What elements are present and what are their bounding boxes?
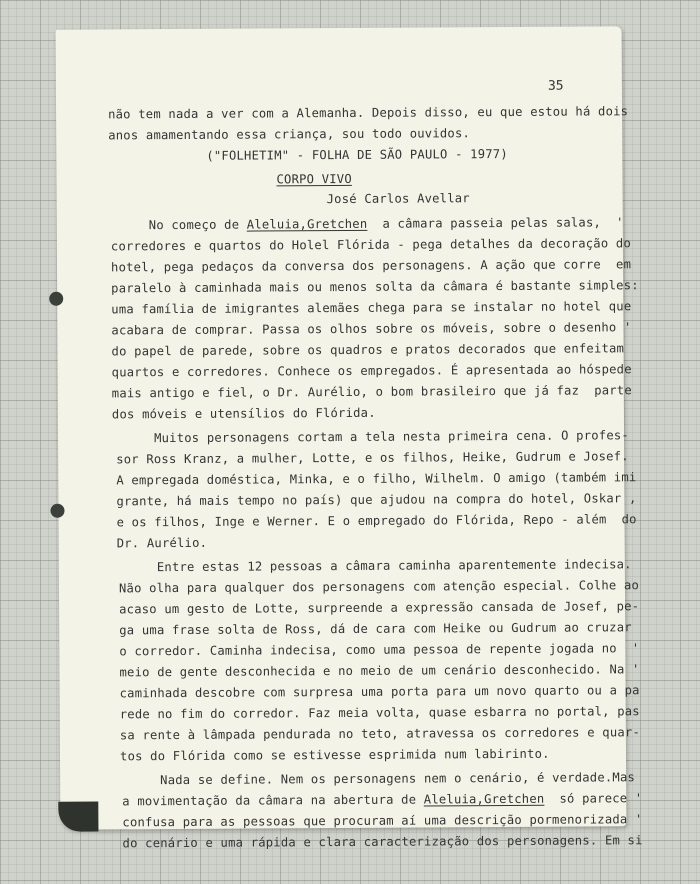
text-line: acabara de comprar. Passa os olhos sobre os móveis, sobre o desenho ' bbox=[111, 320, 632, 338]
text-line: anos amamentando essa criança, sou todo ouvidos. bbox=[108, 126, 471, 143]
text-line: sor Ross Kranz, a mulher, Lotte, e os filhos, Heike, Gudrum e Josef. bbox=[116, 449, 629, 467]
page-number: 35 bbox=[547, 78, 564, 94]
text-line: mais antigo e fiel, o Dr. Aurélio, o bom brasileiro que já faz parte bbox=[111, 383, 632, 401]
text-line: rede no fim do corredor. Faz meia volta, quase esbarra no portal, pas bbox=[119, 704, 640, 722]
text-line: uma família de imigrantes alemães chega para se instalar no hotel que bbox=[111, 299, 632, 317]
text-line: o corredor. Caminha indecisa, como uma pessoa de repente jogada no ' bbox=[119, 641, 640, 659]
text-line: meio de gente desconhecida e no meio de um cenário desconhecido. Na ' bbox=[119, 662, 640, 680]
source-citation: ("FOLHETIM" - FOLHA DE SÃO PAULO - 1977) bbox=[206, 146, 508, 163]
text-line: acaso um gesto de Lotte, surpreende a expressão cansada de Josef, pe- bbox=[119, 599, 640, 617]
text-line: corredores e quartos do Holel Flórida - pega detalhes da decoração do bbox=[110, 236, 632, 254]
author-name: José Carlos Avellar bbox=[326, 191, 470, 207]
punch-hole bbox=[49, 292, 63, 306]
text-line: hotel, pega pedaços da conversa dos personagens. A ação que corre em bbox=[110, 257, 632, 275]
text-line: não tem nada a ver com a Alemanha. Depois disso, eu que estou há dois bbox=[108, 104, 629, 122]
typewritten-page bbox=[56, 26, 643, 851]
text-line: confusa para as pessoas que procuram aí uma descrição pormenorizada ' bbox=[122, 812, 643, 830]
film-title: Aleluia,Gretchen bbox=[423, 791, 545, 807]
text-line: Nada se define. Nem os personagens nem o cenário, é verdade.Mas bbox=[160, 770, 636, 788]
text-line: do papel de parede, sobre os quadros e pratos decorados que enfeitam bbox=[111, 341, 625, 359]
text-line: tos do Flórida como se estivesse esprimida num labirinto. bbox=[119, 746, 550, 764]
text-line: Muitos personagens cortam a tela nesta primeira cena. O profes- bbox=[154, 428, 629, 446]
text-line: dos móveis e utensílios do Flórida. bbox=[111, 405, 376, 422]
text-line: Entre estas 12 pessoas a câmara caminha aparentemente indecisa. bbox=[156, 557, 632, 575]
text-line: a movimentação da câmara na abertura de Aleluia,Gretchen só parece ' bbox=[122, 791, 643, 809]
text-line: paralelo à caminhada mais ou menos solta da câmara é bastante simples: bbox=[111, 278, 639, 296]
text-line: grante, há mais tempo no país) que ajudou na compra do hotel, Oskar , bbox=[116, 491, 637, 509]
text-line: sa rente à lâmpada pendurada no teto, atravessa os corredores e quar- bbox=[119, 725, 641, 743]
text-line: Dr. Aurélio. bbox=[116, 535, 208, 551]
film-title: Aleluia,Gretchen bbox=[246, 216, 368, 232]
punch-hole bbox=[50, 504, 64, 518]
text-line: No começo de Aleluia,Gretchen a câmara passeia pelas salas, ' bbox=[148, 215, 624, 233]
text-line: Não olha para qualquer dos personagens com atenção especial. Colhe ao bbox=[118, 578, 640, 596]
text-line: ga uma frase solta de Ross, dá de cara com Heike ou Gudrum ao cruzar bbox=[119, 620, 632, 638]
text-line: caminhada descobre com surpresa uma porta para um novo quarto ou a pa bbox=[119, 683, 640, 701]
text-line: A empregada doméstica, Minka, e o filho, Wilhelm. O amigo (também imi bbox=[116, 470, 637, 488]
text-line: quartos e corredores. Conhece os empregados. É apresentada ao hóspede bbox=[111, 362, 632, 380]
article-title: CORPO VIVO bbox=[276, 171, 352, 187]
text-line: do cenário e uma rápida e clara caracterização dos personagens. Em si bbox=[122, 833, 643, 851]
text-line: e os filhos, Inge e Werner. E o empregado do Flórida, Repo - além do bbox=[116, 512, 637, 530]
